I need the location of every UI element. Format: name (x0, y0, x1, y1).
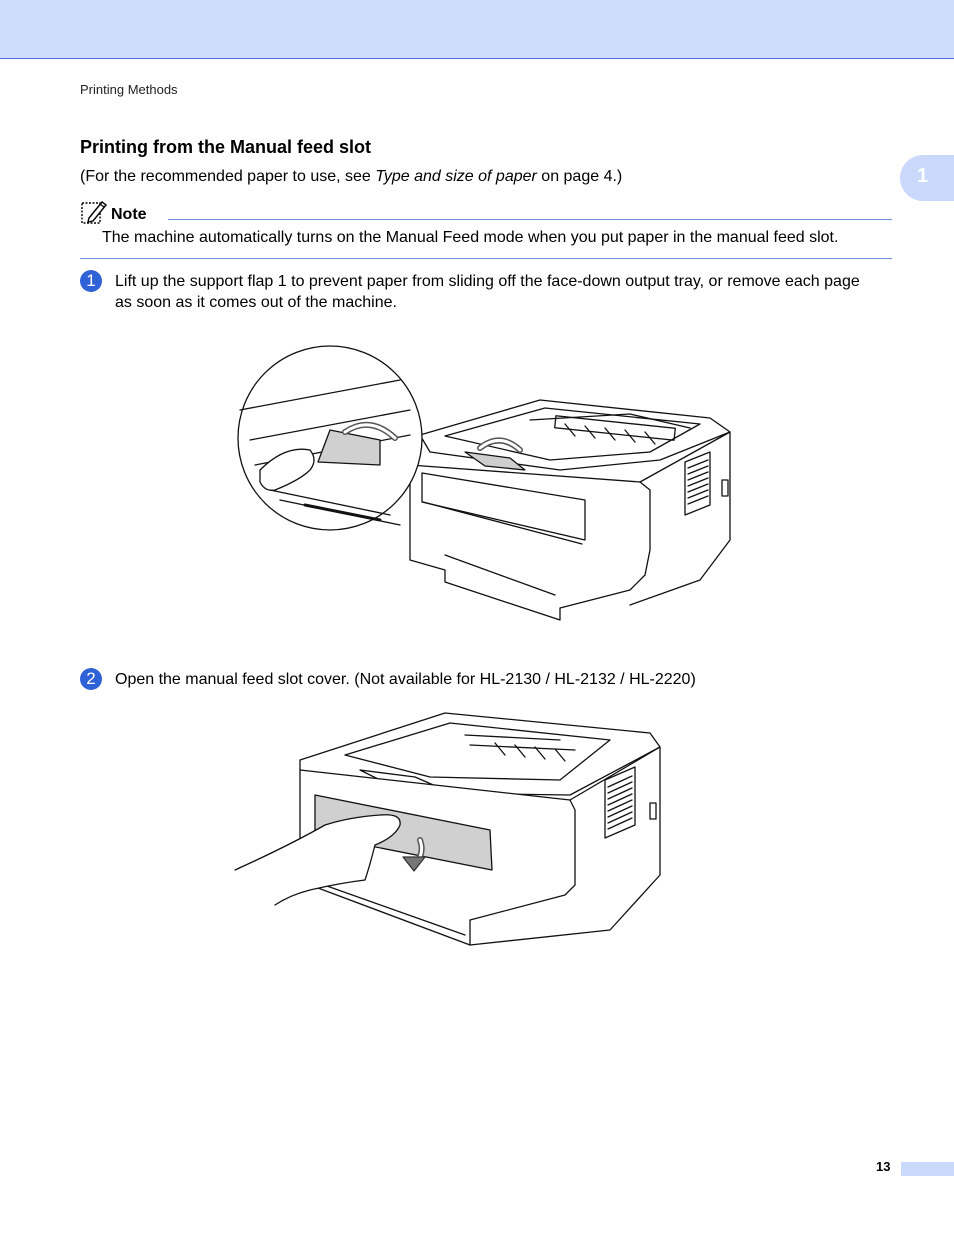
step-1-line-1: Lift up the support flap 1 to prevent paper from sliding off the face-down output tray, or remove each page (115, 273, 860, 290)
section-title: Printing from the Manual feed slot (80, 137, 372, 157)
chapter-number: 1 (917, 165, 929, 187)
illustration-manual-feed-cover (230, 705, 670, 965)
note-label: Note (111, 206, 147, 223)
note-rule-bottom (80, 258, 892, 259)
step-1-line-2: as soon as it comes out of the machine. (115, 294, 397, 311)
step-1-text (115, 271, 860, 313)
step-2-text: Open the manual feed slot cover. (Not available for HL-2130 / HL-2132 / HL-2220) (115, 671, 696, 688)
step-1-badge: 1 (80, 270, 102, 292)
step-2-badge: 2 (80, 668, 102, 690)
note-rule-top (168, 219, 892, 220)
intro-link[interactable]: Type and size of paper (375, 168, 537, 185)
page-tab (901, 1162, 954, 1176)
page-number: 13 (876, 1159, 891, 1174)
header-band (0, 0, 954, 59)
intro-suffix: on page 4.) (536, 168, 623, 185)
note-text: The machine automatically turns on the Manual Feed mode when you put paper in the manual feed slot. (102, 229, 839, 246)
chapter-tab (900, 155, 954, 201)
intro-paragraph (80, 168, 622, 186)
breadcrumb: Printing Methods (80, 82, 178, 97)
intro-prefix: (For the recommended paper to use, see (80, 168, 376, 185)
note-pencil-icon (80, 199, 108, 225)
illustration-support-flap (230, 340, 740, 630)
